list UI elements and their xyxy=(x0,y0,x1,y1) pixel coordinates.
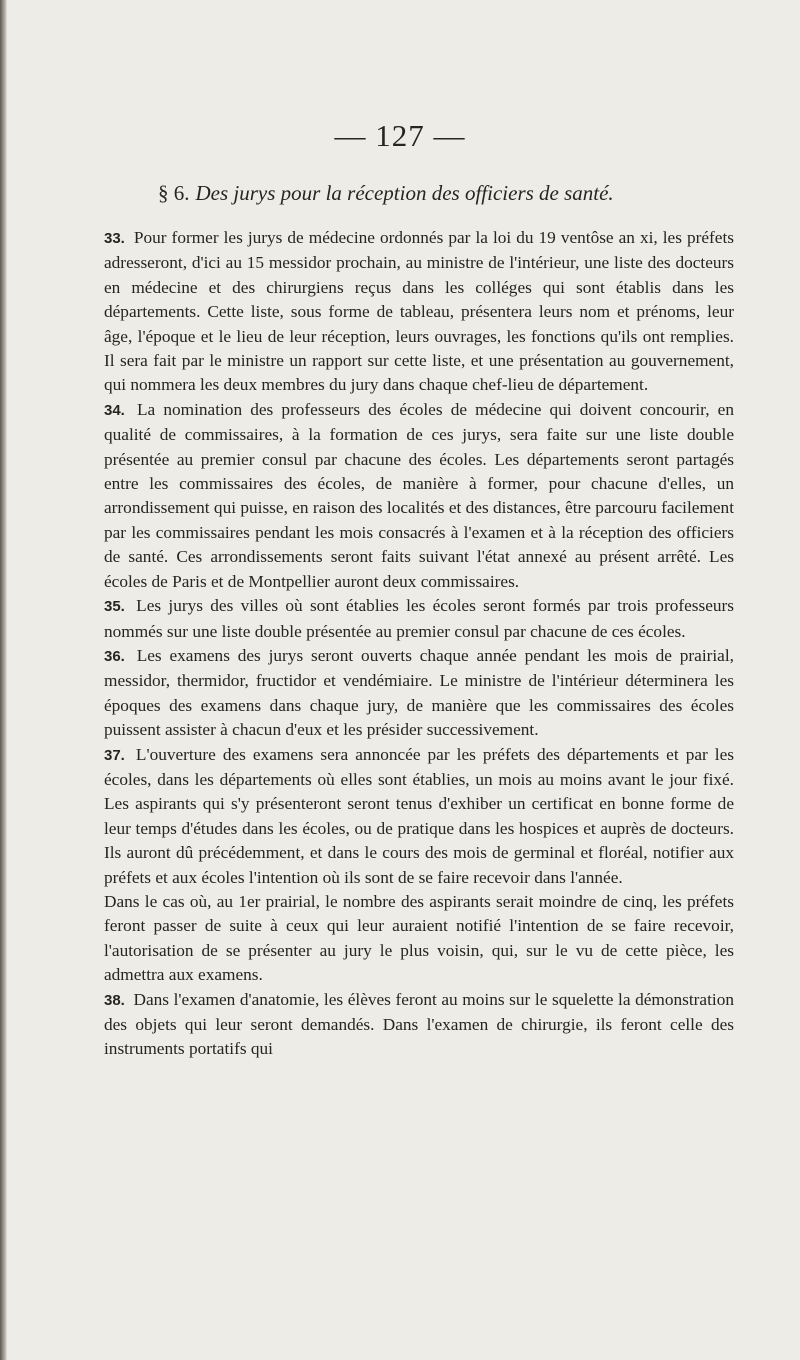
article-number: 37. xyxy=(104,746,125,764)
article-37 xyxy=(104,743,734,890)
article-number: 34. xyxy=(104,401,125,419)
article-text: Pour former les jurys de médecine ordonnés par la loi du 19 ventôse an xi, les préfets adresseront, d'ici au 15 messidor prochain, au ministre de l'intérieur, une liste des docteurs en médecine et des chirurgiens reçus dans les colléges qui sont établis dans les départements. Cette liste, sous forme de tableau, présentera leurs nom et prénoms, leur âge, l'époque et le lieu de leur réception, leurs ouvrages, les fonctions qu'ils ont remplies. Il sera fait par le ministre un rapport sur cette liste, et une présentation au gouvernement, qui nommera les deux membres du jury dans chaque chef-lieu de département. xyxy=(104,228,734,395)
article-text: Les examens des jurys seront ouverts chaque année pendant les mois de prairial, messidor, thermidor, fructidor et vendémiaire. Le ministre de l'intérieur déterminera les époques des examens dans chaque jury, de manière que les commissaires des écoles puissent assister à chacun d'eux et les présider successivement. xyxy=(104,645,734,740)
article-number: 33. xyxy=(104,230,125,247)
article-36 xyxy=(104,644,734,743)
article-text: Dans l'examen d'anatomie, les élèves feront au moins sur le squelette la démonstration des objets qui leur seront demandés. Dans l'examen de chirurgie, ils feront celle des instruments portatifs qui xyxy=(104,989,734,1059)
article-number: 36. xyxy=(104,647,125,665)
article-text: Les jurys des villes où sont établies les écoles seront formés par trois professeurs nommés sur une liste double présentée au premier consul par chacune de ces écoles. xyxy=(104,596,735,641)
article-37-continuation xyxy=(104,890,734,988)
article-34 xyxy=(104,398,734,594)
article-number: 35. xyxy=(104,598,125,616)
page-number: — 127 — xyxy=(334,118,466,153)
article-35 xyxy=(104,594,734,644)
article-38 xyxy=(104,988,734,1062)
section-number: § 6. xyxy=(158,181,190,205)
section-title: Des jurys pour la réception des officiers de santé. xyxy=(195,181,614,205)
article-text: La nomination des professeurs des écoles de médecine qui doivent concourir, en qualité de commissaires, à la formation de ces jurys, sera faite sur une liste double présentée au premier consul par chacune des écoles. Les départements seront partagés entre les commissaires des écoles, de manière à former, pour chacune d'elles, un arrondissement qui puisse, en raison des localités et des distances, être parcouru facilement par les commissaires pendant les mois consacrés à l'examen et à la réception des officiers de santé. Ces arrondissements seront faits suivant l'état annexé au présent arrêté. Les écoles de Paris et de Montpellier auront deux commissaires. xyxy=(104,399,734,591)
article-text: L'ouverture des examens sera annoncée par les préfets des départements et par les écoles, dans les départements où elles sont établies, un mois au moins avant le jour fixé. Les aspirants qui s'y présenteront seront tenus d'exhiber un certificat en bonne forme de leur temps d'études dans les écoles, ou de pratique dans les hospices et auprès de docteurs. Ils auront dû précédemment, et dans le cours des mois de germinal et floréal, notifier aux préfets et aux écoles l'intention où ils sont de se faire recevoir dans l'année. xyxy=(104,744,734,887)
section-heading xyxy=(158,181,614,206)
body-text xyxy=(104,226,734,1062)
article-33 xyxy=(104,226,734,398)
article-number: 38. xyxy=(104,991,125,1009)
article-text: Dans le cas où, au 1er prairial, le nombre des aspirants serait moindre de cinq, les préfets feront passer de suite à ceux qui leur auraient notifié l'intention de se faire recevoir, l'autorisation de se présenter au jury le plus voisin, qui, sur le vu de cette pièce, les admettra aux examens. xyxy=(104,891,734,985)
binding-edge xyxy=(0,0,7,1360)
